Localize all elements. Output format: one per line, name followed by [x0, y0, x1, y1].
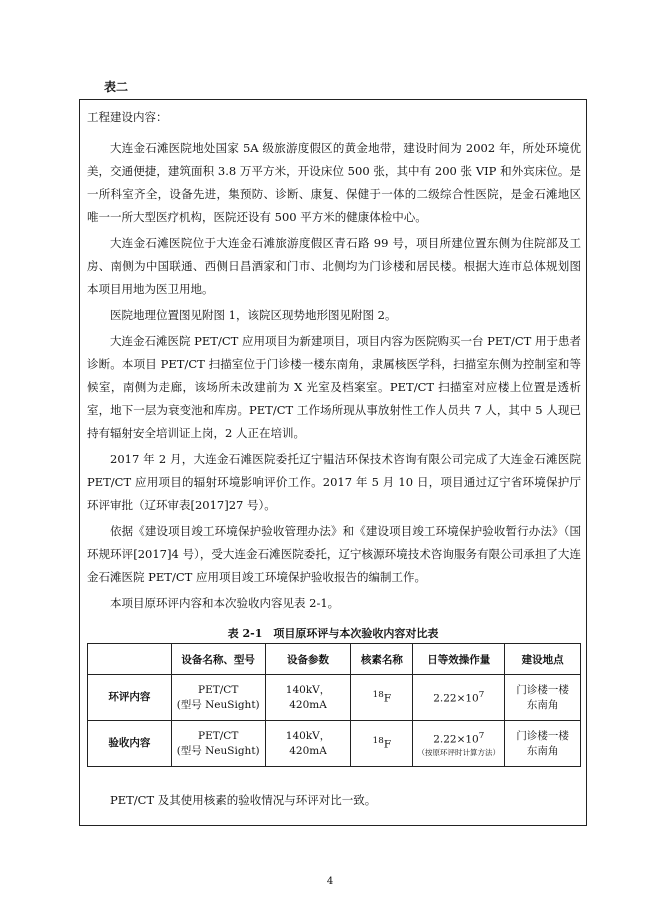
location-line: 门诊楼一楼	[516, 683, 569, 696]
document-body	[87, 106, 581, 618]
activity-value: 2.22×10	[433, 733, 479, 746]
paragraph-eia-approval: 2017 年 2 月，大连金石滩医院委托辽宁韫洁环保技术咨询有限公司完成了大连金石滩医院 PET/CT 应用项目的辐射环境影响评价工作。2017 年 5 月 10 日，项目通过辽宁省环境保护厅环评审批（辽环审表[2017]27 号）。	[87, 452, 581, 512]
section-label: 表二	[104, 80, 129, 94]
device-model: (型号 NeuSight)	[176, 698, 260, 711]
nuclide-mass-number: 18	[372, 736, 384, 747]
params-cell: 140kV，420mA	[265, 675, 351, 721]
location-line: 门诊楼一楼	[516, 729, 569, 742]
paragraph-table-reference: 本项目原环评内容和本次验收内容见表 2-1。	[110, 596, 340, 610]
device-cell	[171, 721, 265, 767]
device-model: (型号 NeuSight)	[176, 744, 260, 757]
table-header-row	[88, 644, 581, 675]
activity-cell	[413, 675, 505, 721]
header-cell-params: 设备参数	[265, 644, 351, 675]
paragraph-location: 大连金石滩医院位于大连金石滩旅游度假区青石路 99 号，项目所建位置东侧为住院部及工房、南侧为中国联通、西侧日昌酒家和门市、北侧均为门诊楼和居民楼。根据大连市总体规划图本项目用地为医卫用地。	[87, 236, 581, 296]
nuclide-cell	[351, 675, 413, 721]
location-line: 东南角	[526, 698, 559, 711]
nuclide-cell	[351, 721, 413, 767]
paragraph-project-description: 大连金石滩医院 PET/CT 应用项目为新建项目，项目内容为医院购买一台 PET/CT 用于患者诊断。本项目 PET/CT 扫描室位于门诊楼一楼东南角，隶属核医学科，扫描室东侧为控制室和等候室，南侧为走廊，该场所未改建前为 X 光室及档案室。PET/CT 扫描室对应楼上位置是透析室，地下一层为衰变池和库房。PET/CT 工作场所现从事放射性工作人员共 7 人，其中 5 人现已持有辐射安全培训证上岗，2 人正在培训。	[87, 334, 581, 440]
page-number: 4	[326, 876, 334, 887]
location-cell	[505, 721, 581, 767]
nuclide-symbol: F	[383, 738, 392, 751]
paragraph-figure-reference: 医院地理位置图见附图 1，该院区现势地形图见附图 2。	[110, 308, 397, 322]
header-cell-activity: 日等效操作量	[413, 644, 505, 675]
paragraph-hospital-overview: 大连金石滩医院地处国家 5A 级旅游度假区的黄金地带，建设时间为 2002 年，所处环境优美，交通便捷，建筑面积 3.8 万平方米，开设床位 500 张，其中有 200 张 VIP 和外宾床位。是一所科室齐全，设备先进，集预防、诊断、康复、保健于一体的二级综合性医院，是金石滩地区唯一一所大型医疗机构，医院还设有 500 平方米的健康体检中心。	[87, 141, 581, 224]
conclusion-text: PET/CT 及其使用核素的验收情况与环评对比一致。	[110, 793, 377, 807]
location-cell	[505, 675, 581, 721]
header-cell-location: 建设地点	[505, 644, 581, 675]
paragraph-acceptance-basis: 依据《建设项目竣工环境保护验收管理办法》和《建设项目竣工环境保护验收暂行办法》（国环规环评[2017]4 号），受大连金石滩医院委托，辽宁核源环境技术咨询服务有限公司承担了大连金石滩医院 PET/CT 应用项目竣工环境保护验收报告的编制工作。	[87, 524, 581, 584]
activity-value: 2.22×10	[433, 692, 479, 705]
params-cell: 140kV，420mA	[265, 721, 351, 767]
row-label: 环评内容	[88, 675, 172, 721]
activity-note: （按原环评时计算方法）	[417, 748, 500, 758]
row-label: 验收内容	[88, 721, 172, 767]
table-row	[88, 721, 581, 767]
header-cell-nuclide: 核素名称	[351, 644, 413, 675]
location-line: 东南角	[526, 744, 559, 757]
activity-exponent: 7	[478, 690, 485, 701]
device-name: PET/CT	[198, 683, 239, 696]
activity-exponent: 7	[478, 730, 485, 741]
activity-cell	[413, 721, 505, 767]
table-title: 表 2-1 项目原环评与本次验收内容对比表	[227, 627, 439, 640]
device-name: PET/CT	[198, 729, 239, 742]
header-cell-device: 设备名称、型号	[171, 644, 265, 675]
nuclide-mass-number: 18	[372, 690, 384, 701]
nuclide-symbol: F	[383, 692, 392, 705]
comparison-table	[87, 643, 581, 767]
device-cell	[171, 675, 265, 721]
table-row	[88, 675, 581, 721]
header-cell	[88, 644, 172, 675]
section-heading: 工程建设内容：	[87, 110, 168, 124]
